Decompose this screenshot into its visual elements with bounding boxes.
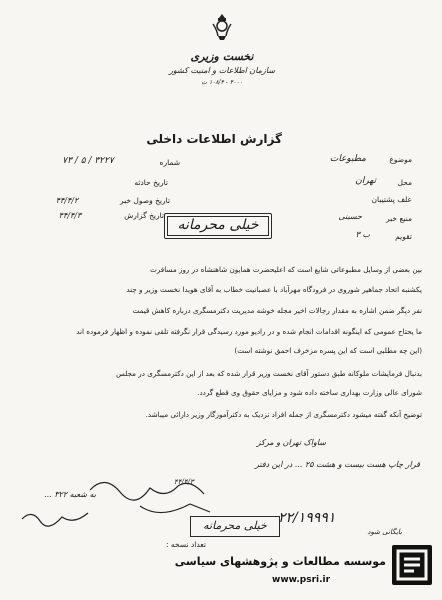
body-line-3: نفر دیگر ضمن اشاره به مقدار رجالات اخیر مجله خوشه مدیریت دکترمسگری درباره کاهش قیمت xyxy=(132,306,422,315)
handwritten-note-date: ۴۴/۴/۳ xyxy=(174,478,194,486)
received-date-label: تاریخ وصول خبر xyxy=(119,196,170,205)
body-line-4: ما یحتاج عمومی که اینگونه اقدامات انجام شده و در رادیو مورد رسیدگی قرار نگرفته تلقی نموده و اظهار فرموده اند xyxy=(76,327,422,336)
handwritten-note-2: قرار چاپ هست بیست و هشت ۲۵ ... در این دفتر xyxy=(255,460,420,469)
report-date-label: تاریخ گزارش xyxy=(124,211,164,220)
place-value: تهران xyxy=(355,176,376,186)
extra-label: علف پشتیبان xyxy=(371,195,412,204)
institute-name: موسسه مطالعات و پژوهشهای سیاسی xyxy=(174,555,386,568)
body-line-8: توضیح آنکه گفته میشود دکترمسگری از جمله افراد نزدیک به دکترآموزگار وزیر دارائی میباشد. xyxy=(145,410,422,419)
stamp2-text: خیلی محرمانه xyxy=(203,519,267,532)
department-line-2: سازمان اطلاعات و امنیت کشور xyxy=(169,66,275,75)
number-label: شماره xyxy=(159,158,180,167)
reference-line: ۴۰۰۰ - ۱۰۸/۴ ت xyxy=(201,79,243,86)
body-line-6: بدنبال فرمایشات ملوکانه طبق دستور آقای نخست وزیر قرار شده که بعد از این دکترمسگری در مجلس xyxy=(115,369,422,378)
body-line-1: بین بعضی از وسایل مطبوعاتی شایع است که اعلیحضرت همایون شاهنشاه در روز مسافرت xyxy=(150,265,422,274)
body-line-2: یکشنبه اتحاد جماهیر شوروی در فرودگاه مهرآباد با عصبانیت خطاب به آقای هویدا نخست وزیر و چند xyxy=(126,285,422,294)
place-label: محل xyxy=(397,178,412,187)
number-value: ۳۲۲۷ / ۵ / ۷۳ xyxy=(62,156,114,166)
assessment-value: ب ۳ xyxy=(355,230,370,239)
archive-note: بایگانی شود xyxy=(367,528,402,536)
subject-label: موضوع xyxy=(389,155,412,164)
handwritten-side-note: به شعبه ۳۲۲ ... xyxy=(44,490,96,499)
confidential-stamp xyxy=(164,213,272,239)
handwritten-note-1: ساواک تهران و مرکز xyxy=(256,438,326,447)
logo-icon xyxy=(392,545,432,585)
source-value: حسینی xyxy=(338,212,362,221)
institute-logo xyxy=(392,545,432,585)
body-line-5: (این چه مطلبی است که این پسره مزخرف احمق نوشته است) xyxy=(234,346,422,355)
confidential-stamp-2 xyxy=(190,516,280,537)
report-date-value: ۴۴/۴/۳ xyxy=(58,211,82,220)
received-date-value: ۴۴/۴/۲ xyxy=(55,196,79,205)
department-line-1: نخست وزیری xyxy=(190,50,254,63)
assessment-label: تقویم xyxy=(395,232,412,241)
subject-value: مطبوعات xyxy=(329,154,366,164)
side-scribble xyxy=(18,505,98,527)
stamp-text: خیلی محرمانه xyxy=(177,217,259,233)
institute-url[interactable]: www.psri.ir xyxy=(272,575,331,585)
crest-icon xyxy=(209,12,235,42)
event-date-label: تاریخ حادثه xyxy=(134,178,168,187)
handwritten-number: ۲۲/۱۹۹۹۱ xyxy=(278,510,336,526)
body-line-7: شورای عالی وزارت بهداری ساخته داده شود و مزایای حقوق وی قطع گردد. xyxy=(197,388,422,397)
report-title: گزارش اطلاعات داخلی xyxy=(146,132,282,146)
source-label: منبع خبر xyxy=(386,214,412,223)
copies-label: تعداد نسخه : xyxy=(165,540,206,549)
